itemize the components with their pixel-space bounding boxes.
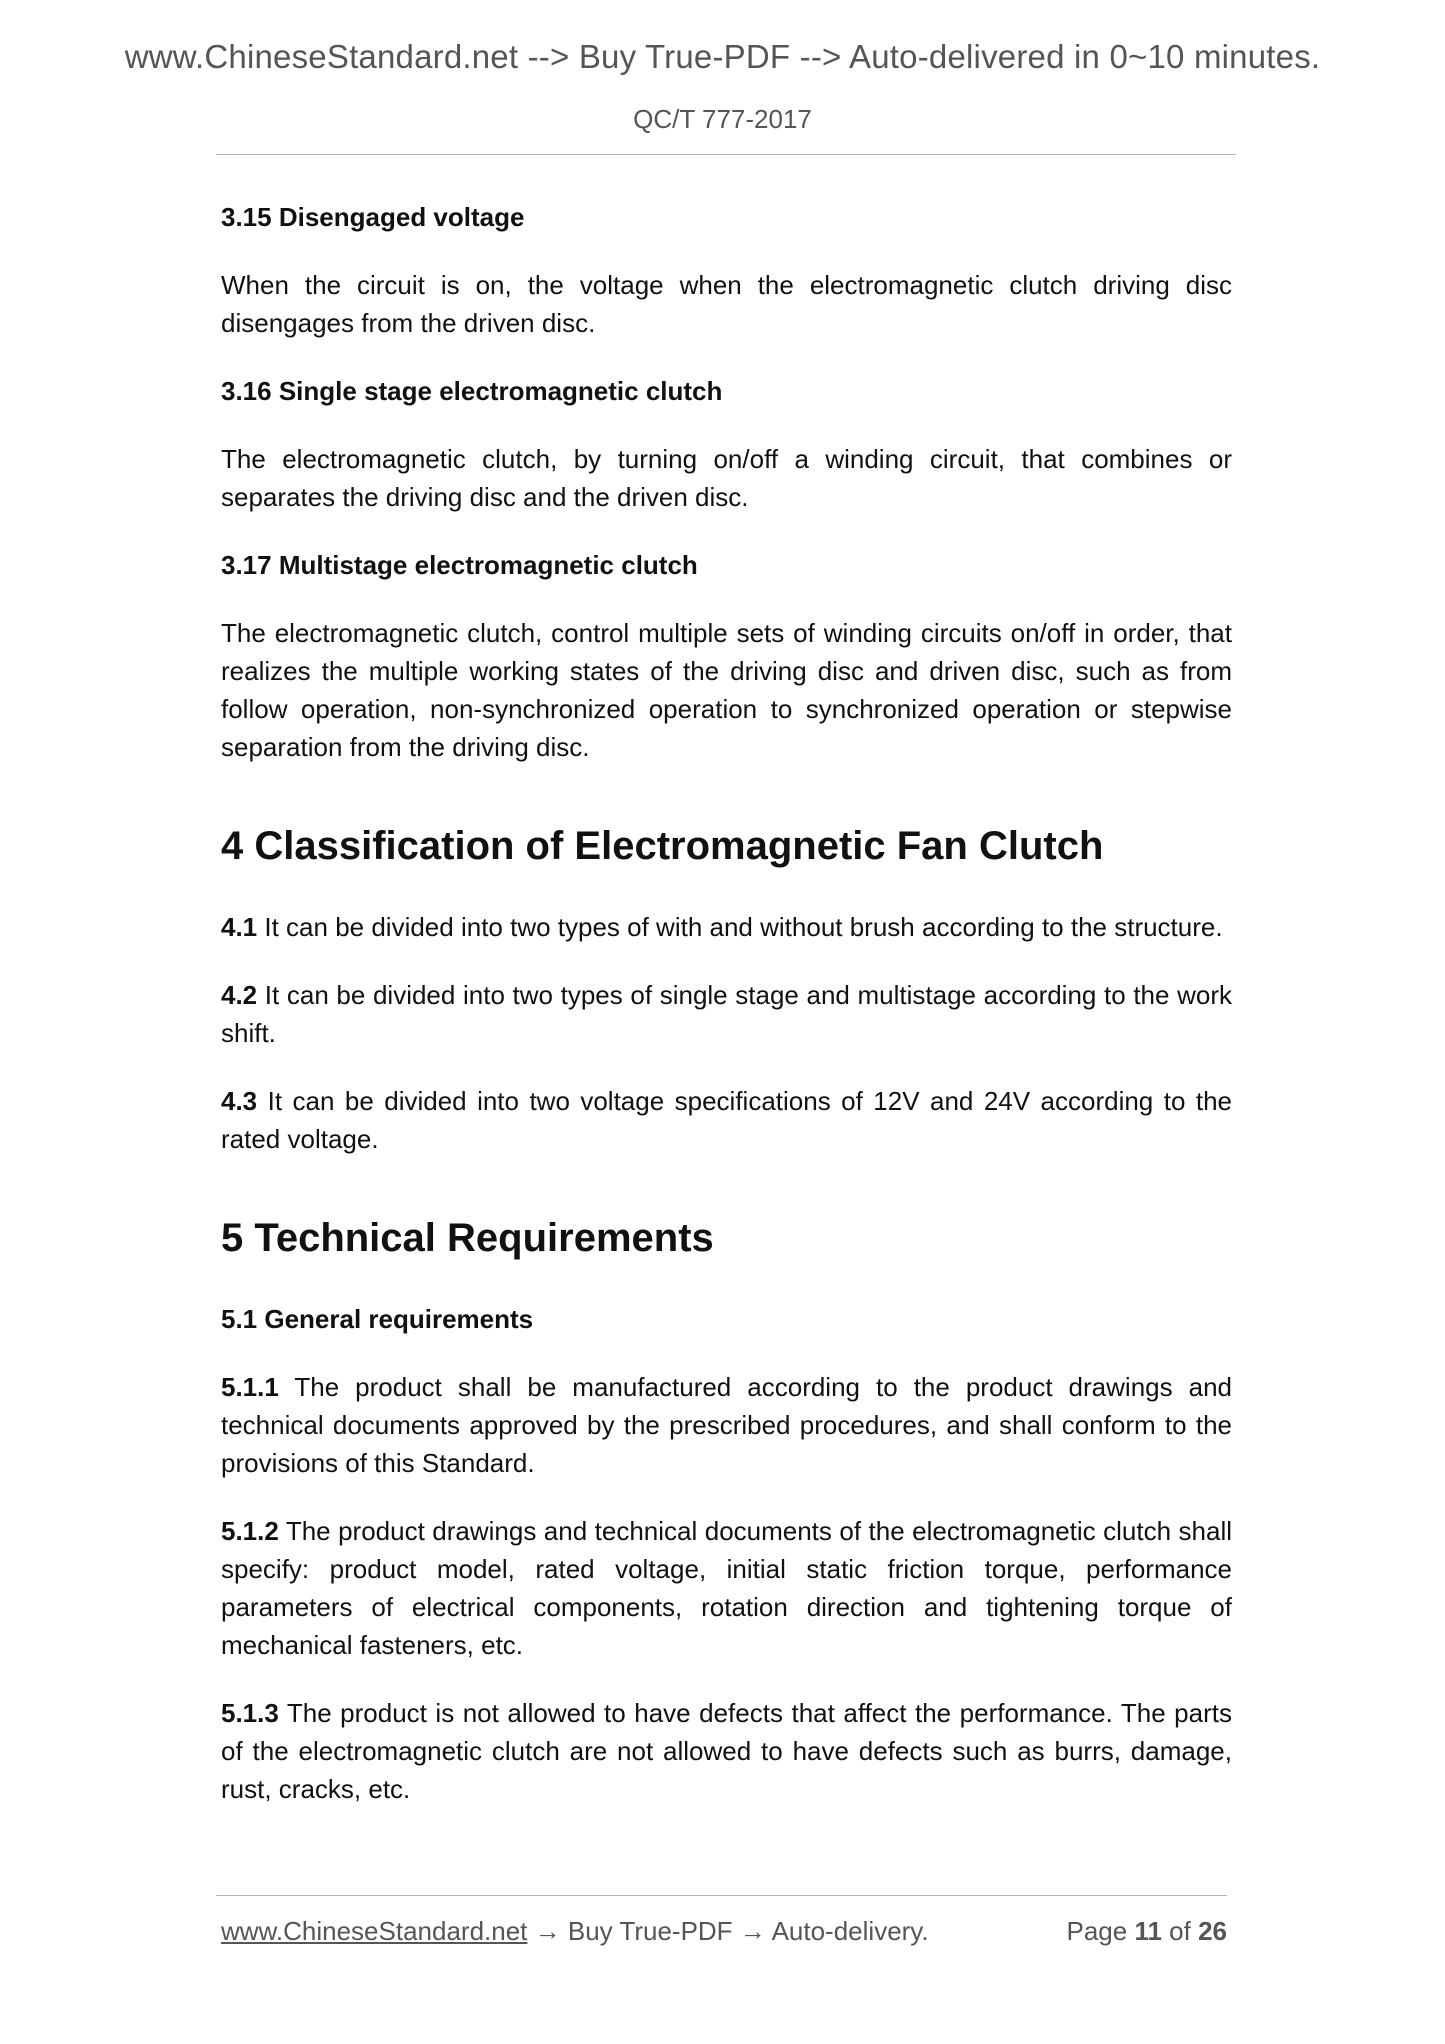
current-page: 11 [1134,1916,1162,1946]
clause-number: 4.1 [221,912,258,942]
definition-3-16: The electromagnetic clutch, by turning on/off a winding circuit, that combines or separates the driving disc and the driven disc. [221,444,1232,512]
definition-3-17: The electromagnetic clutch, control multiple sets of winding circuits on/off in order, that realizes the multiple working states of the driving disc and driven disc, such as from follow operation, non-synchronized operation to synchronized operation or stepwise separation from the driving disc. [221,618,1232,762]
clause-5-1-3 [221,1694,1232,1808]
heading-5-1: 5.1 General requirements [221,1304,534,1334]
heading-3-15: 3.15 Disengaged voltage [221,202,525,232]
footer-left [221,1916,929,1947]
document-code: QC/T 777-2017 [633,104,812,134]
clause-text: It can be divided into two types of with and without brush according to the structure. [257,912,1223,942]
definition-3-15: When the circuit is on, the voltage when the electromagnetic clutch driving disc disengages from the driven disc. [221,270,1232,338]
page-of: of [1161,1916,1199,1946]
clause-number: 5.1.2 [221,1516,279,1546]
footer-site-link[interactable]: www.ChineseStandard.net [221,1916,528,1946]
page-body [221,198,1232,1838]
clause-4-1 [221,908,1232,946]
clause-text: The product drawings and technical documents of the electromagnetic clutch shall specify: product model, rated voltage, initial static friction torque, performance parameters of electrical components, rotation direction and tightening torque of mechanical fasteners, etc. [221,1516,1232,1660]
clause-text: It can be divided into two voltage specifications of 12V and 24V according to the rated voltage. [221,1086,1232,1154]
clause-5-1-2 [221,1512,1232,1664]
footer-tagline: → Buy True-PDF → Auto-delivery. [527,1916,929,1946]
total-pages: 26 [1198,1916,1227,1946]
clause-text: The product shall be manufactured according to the product drawings and technical documents approved by the prescribed procedures, and shall conform to the provisions of this Standard. [221,1372,1232,1478]
clause-text: The product is not allowed to have defects that affect the performance. The parts of the electromagnetic clutch are not allowed to have defects such as burrs, damage, rust, cracks, etc. [221,1698,1232,1804]
clause-number: 5.1.3 [221,1698,279,1728]
clause-number: 5.1.1 [221,1372,279,1402]
section-5-title: 5 Technical Requirements [221,1216,714,1260]
header-divider [216,154,1236,155]
page-footer [221,1916,1227,1947]
heading-3-17: 3.17 Multistage electromagnetic clutch [221,550,698,580]
heading-3-16: 3.16 Single stage electromagnetic clutch [221,376,723,406]
clause-5-1-1 [221,1368,1232,1482]
clause-number: 4.3 [221,1086,258,1116]
page-indicator [1066,1916,1227,1947]
clause-number: 4.2 [221,980,258,1010]
page-label: Page [1066,1916,1135,1946]
clause-4-3 [221,1082,1232,1158]
section-4-title: 4 Classification of Electromagnetic Fan Clutch [221,824,1104,868]
footer-divider [216,1895,1227,1896]
clause-text: It can be divided into two types of single stage and multistage according to the work shift. [221,980,1232,1048]
clause-4-2 [221,976,1232,1052]
header-banner: www.ChineseStandard.net --> Buy True-PDF --> Auto-delivered in 0~10 minutes. [124,38,1321,75]
